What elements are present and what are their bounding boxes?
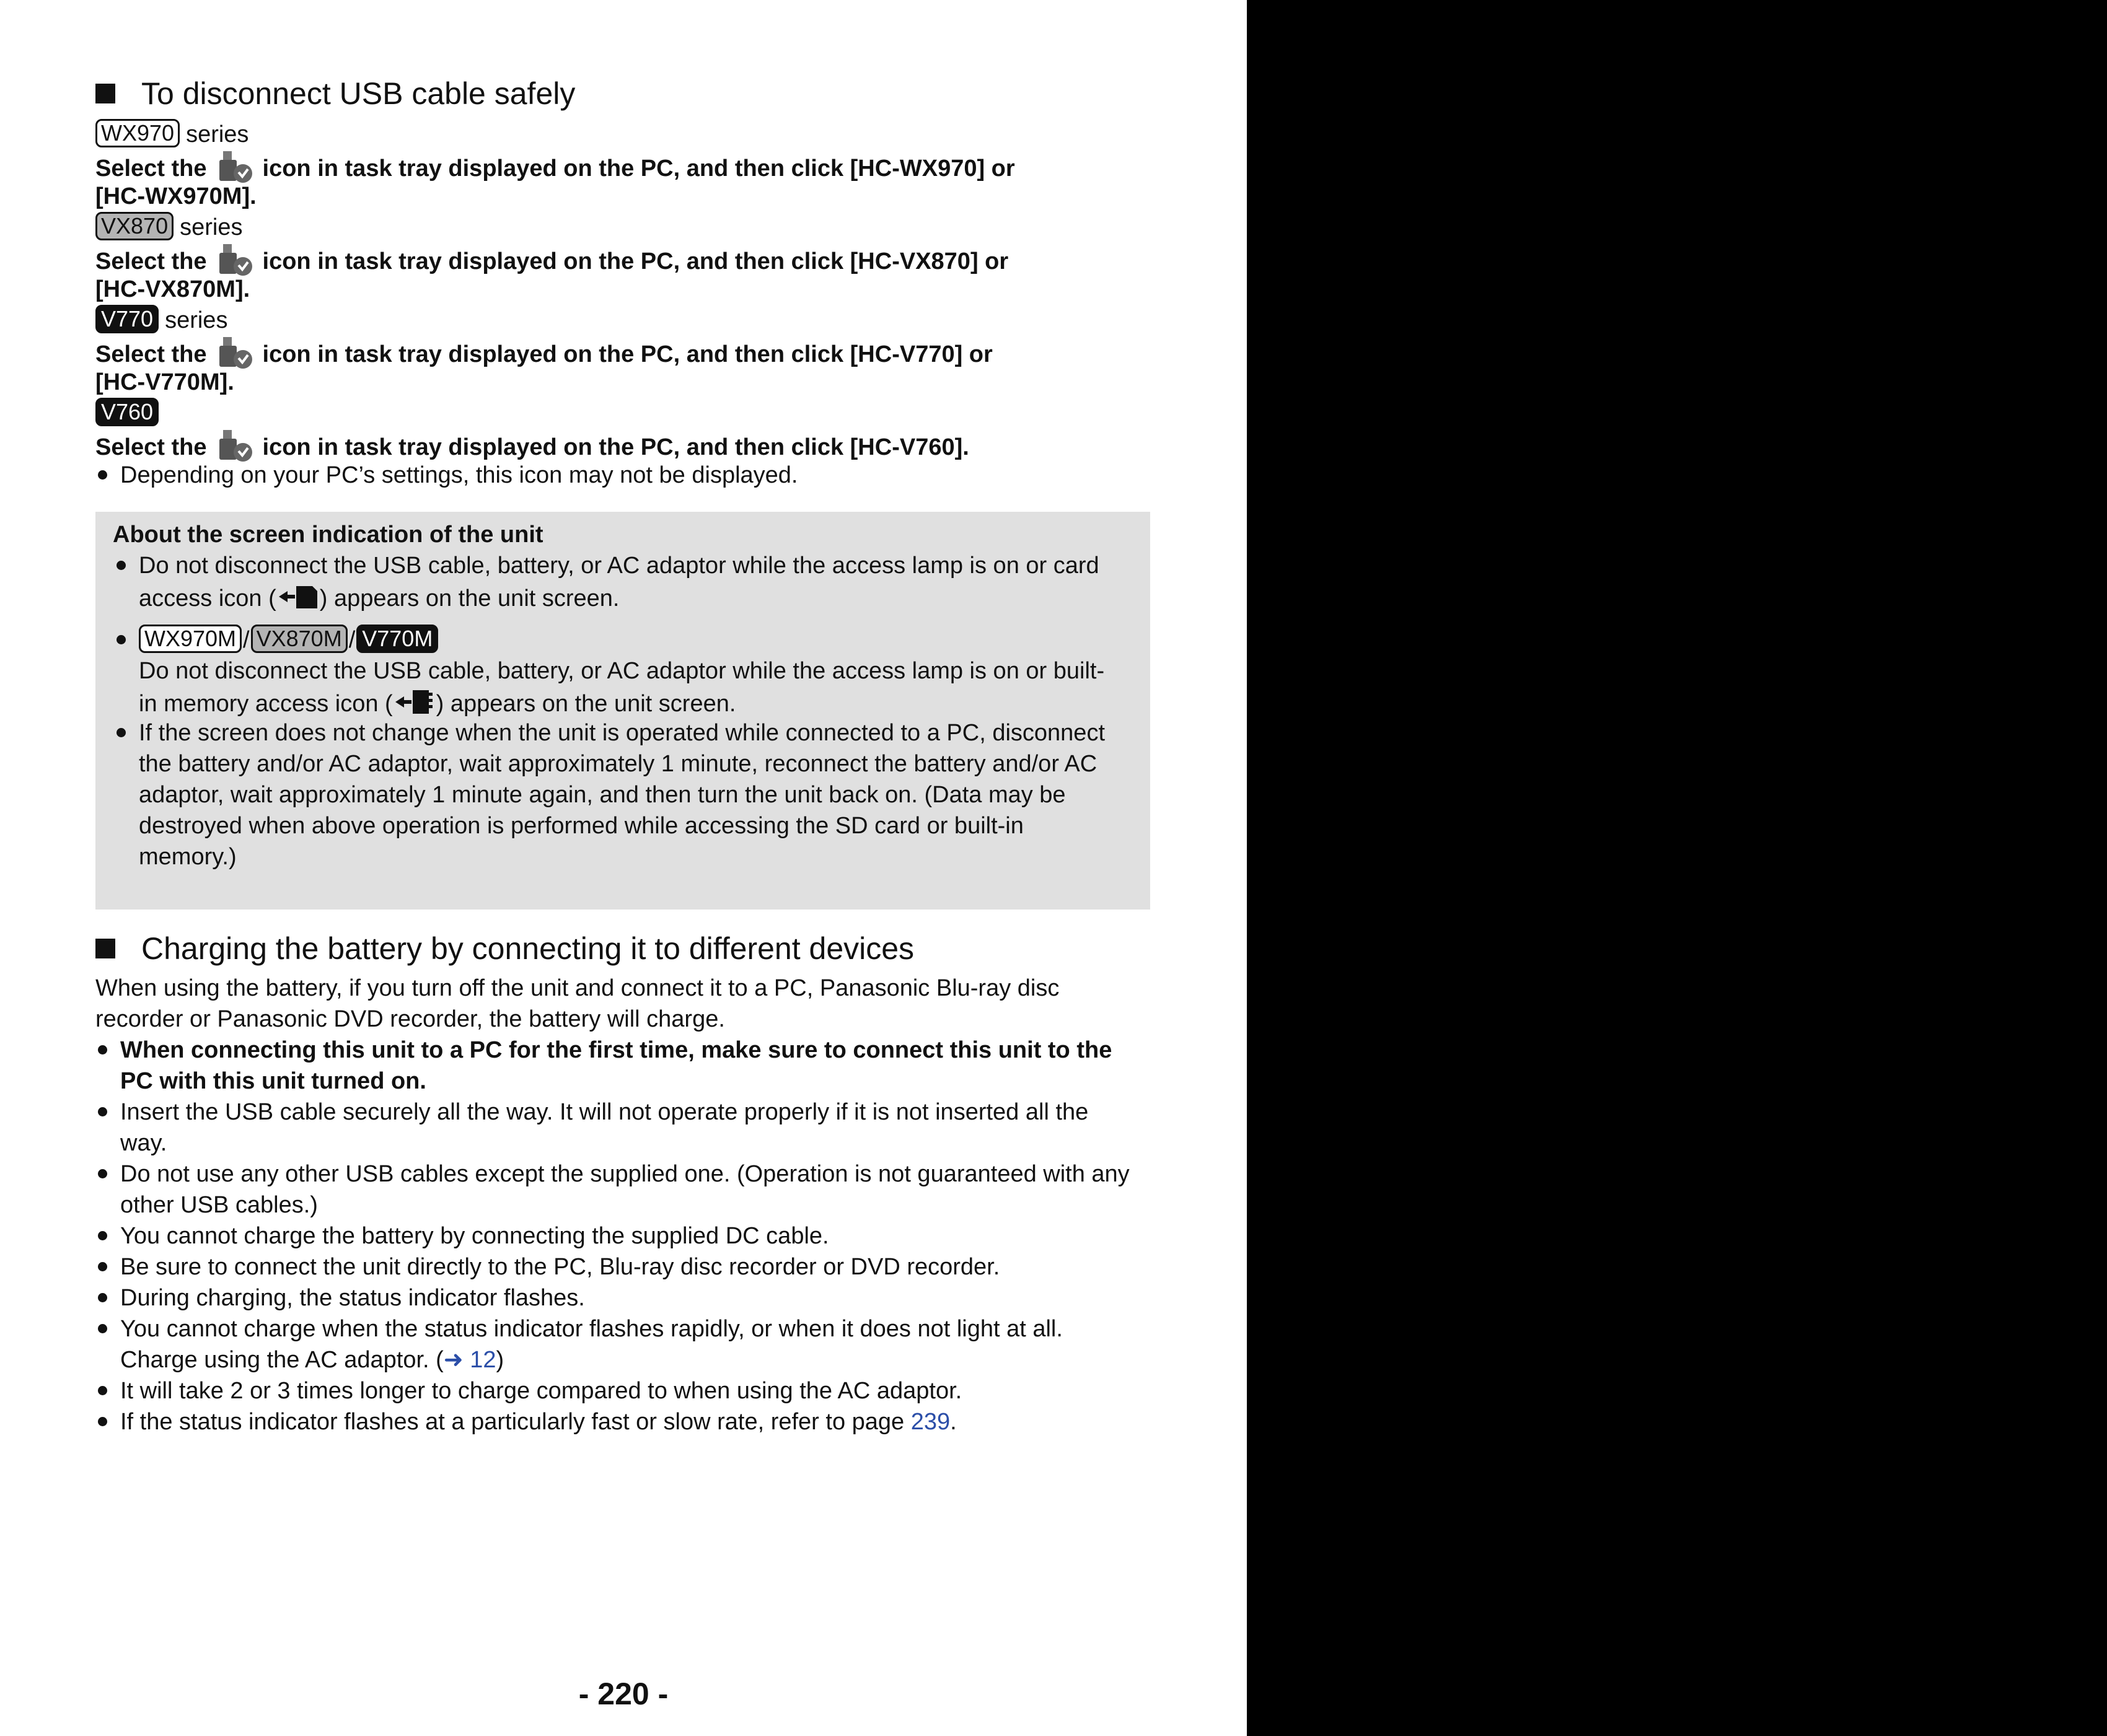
bullet-line: Do not use any other USB cables except the supplied one. (Operation is not guaranteed with any xyxy=(120,1161,1130,1187)
instruction-post: icon in task tray displayed on the PC, and then click [HC-WX970] or xyxy=(262,156,1015,182)
intro-line: When using the battery, if you turn off the unit and connect it to a PC, Panasonic Blu-ray disc xyxy=(95,975,1060,1001)
text-post: ) xyxy=(496,1347,504,1373)
text-post: ) appears on the unit screen. xyxy=(436,691,736,717)
heading-text: To disconnect USB cable safely xyxy=(141,76,576,111)
bullet-line: Insert the USB cable securely all the way. It will not operate properly if it is not inserted all the xyxy=(120,1099,1089,1125)
series-label-v770 xyxy=(95,305,227,336)
box-title: About the screen indication of the unit xyxy=(113,522,543,548)
bullet-text: During charging, the status indicator flashes. xyxy=(120,1285,585,1311)
safely-remove-hardware-icon xyxy=(214,243,255,278)
bullet-dot-icon xyxy=(98,1386,107,1395)
bullet-dot-icon xyxy=(117,561,126,570)
bullet-line: destroyed when above operation is performed while accessing the SD card or built-in xyxy=(139,813,1024,839)
text-pre: access icon ( xyxy=(139,585,276,612)
bullet-dot-icon xyxy=(98,1169,107,1178)
separator: / xyxy=(348,627,356,653)
model-badge: V760 xyxy=(95,398,159,426)
text-post: ) appears on the unit screen. xyxy=(319,585,620,612)
text-pre: If the status indicator flashes at a particularly fast or slow rate, refer to page xyxy=(120,1409,905,1435)
bullet-dot-icon xyxy=(98,1262,107,1271)
model-badge: WX970M xyxy=(139,625,242,653)
series-text: series xyxy=(165,307,228,333)
bullet-line: other USB cables.) xyxy=(120,1192,318,1218)
section-heading-disconnect xyxy=(95,76,575,112)
instruction-pre: Select the xyxy=(95,156,207,182)
instruction-post: icon in task tray displayed on the PC, and then click [HC-V760]. xyxy=(262,434,969,460)
bullet-text xyxy=(120,1406,1143,1437)
instruction-line xyxy=(95,243,1008,278)
bullet-dot-icon xyxy=(98,1324,107,1333)
text-pre: Charge using the AC adaptor. ( xyxy=(120,1347,444,1373)
bullet-text xyxy=(139,717,1143,872)
model-badge: V770 xyxy=(95,305,159,333)
series-text: series xyxy=(180,214,243,240)
bullet-line: You cannot charge when the status indicator flashes rapidly, or when it does not light at all. xyxy=(120,1316,1063,1342)
bullet-text: It will take 2 or 3 times longer to charge compared to when using the AC adaptor. xyxy=(120,1378,962,1404)
instruction-cont: [HC-V770M]. xyxy=(95,369,234,395)
page-number: - 220 - xyxy=(578,1677,669,1711)
model-badge: VX870M xyxy=(251,625,348,653)
bullet-dot-icon xyxy=(98,1045,107,1054)
bullet-dot-icon xyxy=(98,1231,107,1240)
instruction-cont: [HC-WX970M]. xyxy=(95,183,257,209)
instruction-post: icon in task tray displayed on the PC, and then click [HC-V770] or xyxy=(262,341,993,367)
instruction-line xyxy=(95,429,969,463)
bullet-line: Do not disconnect the USB cable, battery, or AC adaptor while the access lamp is on or built- xyxy=(139,658,1105,684)
intro-line: recorder or Panasonic DVD recorder, the battery will charge. xyxy=(95,1006,725,1032)
model-badge: VX870 xyxy=(95,212,174,240)
series-label-wx970 xyxy=(95,119,249,150)
bullet-text xyxy=(120,1159,1143,1221)
bullet-line xyxy=(139,581,1143,614)
series-text: series xyxy=(186,121,249,147)
bullet-text: Be sure to connect the unit directly to the PC, Blu-ray disc recorder or DVD recorder. xyxy=(120,1254,1000,1280)
model-badges xyxy=(139,625,1143,655)
text-pre: in memory access icon ( xyxy=(139,691,393,717)
bullet-text xyxy=(120,1035,1143,1097)
bullet-line xyxy=(120,1344,1143,1375)
bullet-line: If the screen does not change when the unit is operated while connected to a PC, disconnect xyxy=(139,720,1106,746)
bullet-text xyxy=(139,550,1143,614)
instruction-line xyxy=(95,150,1015,185)
instruction-pre: Select the xyxy=(95,248,207,274)
bullet-text xyxy=(120,1313,1143,1375)
built-in-memory-access-icon xyxy=(393,686,436,717)
bullet-line: PC with this unit turned on. xyxy=(120,1068,426,1094)
bullet-dot-icon xyxy=(117,635,126,644)
bullet-line: the battery and/or AC adaptor, wait approximately 1 minute, reconnect the battery and/or AC xyxy=(139,751,1097,777)
bullet-line xyxy=(139,686,1143,719)
bullet-line: When connecting this unit to a PC for the first time, make sure to connect this unit to the xyxy=(120,1037,1112,1063)
bullet-text xyxy=(139,625,1143,719)
safely-remove-hardware-icon xyxy=(214,429,255,463)
bullet-dot-icon xyxy=(98,1107,107,1116)
screen-indication-box xyxy=(95,512,1150,910)
model-badge: WX970 xyxy=(95,119,180,147)
bullet-text xyxy=(120,1097,1143,1159)
text-post: . xyxy=(950,1409,957,1435)
series-label-vx870 xyxy=(95,212,242,243)
card-access-icon xyxy=(276,581,320,612)
bullet-dot-icon xyxy=(98,470,107,480)
section-heading-charging xyxy=(95,931,914,967)
model-badge: V770M xyxy=(356,625,438,653)
instruction-pre: Select the xyxy=(95,341,207,367)
bullet-line: way. xyxy=(120,1130,167,1156)
bullet-dot-icon xyxy=(98,1417,107,1426)
bullet-line: memory.) xyxy=(139,844,237,870)
safely-remove-hardware-icon xyxy=(214,336,255,370)
bullet-dot-icon xyxy=(117,728,126,737)
bullet-text: You cannot charge the battery by connecting the supplied DC cable. xyxy=(120,1223,829,1249)
series-label-v760 xyxy=(95,398,165,429)
instruction-line xyxy=(95,336,993,370)
heading-text: Charging the battery by connecting it to different devices xyxy=(141,931,915,966)
heading-square-icon xyxy=(95,84,115,103)
page-link-12[interactable]: 12 xyxy=(470,1347,496,1373)
separator: / xyxy=(243,627,250,653)
instruction-post: icon in task tray displayed on the PC, and then click [HC-VX870] or xyxy=(262,248,1009,274)
instruction-pre: Select the xyxy=(95,434,207,460)
page-link-239[interactable]: 239 xyxy=(910,1409,951,1435)
bullet-text: Depending on your PC’s settings, this icon may not be displayed. xyxy=(120,462,798,488)
bullet-line: Do not disconnect the USB cable, battery, or AC adaptor while the access lamp is on or card xyxy=(139,553,1099,579)
reference-arrow-icon: ➜ xyxy=(443,1347,464,1373)
instruction-cont: [HC-VX870M]. xyxy=(95,276,250,302)
safely-remove-hardware-icon xyxy=(214,150,255,185)
bullet-line: adaptor, wait approximately 1 minute again, and then turn the unit back on. (Data may be xyxy=(139,782,1066,808)
bullet-dot-icon xyxy=(98,1293,107,1302)
heading-square-icon xyxy=(95,939,115,958)
